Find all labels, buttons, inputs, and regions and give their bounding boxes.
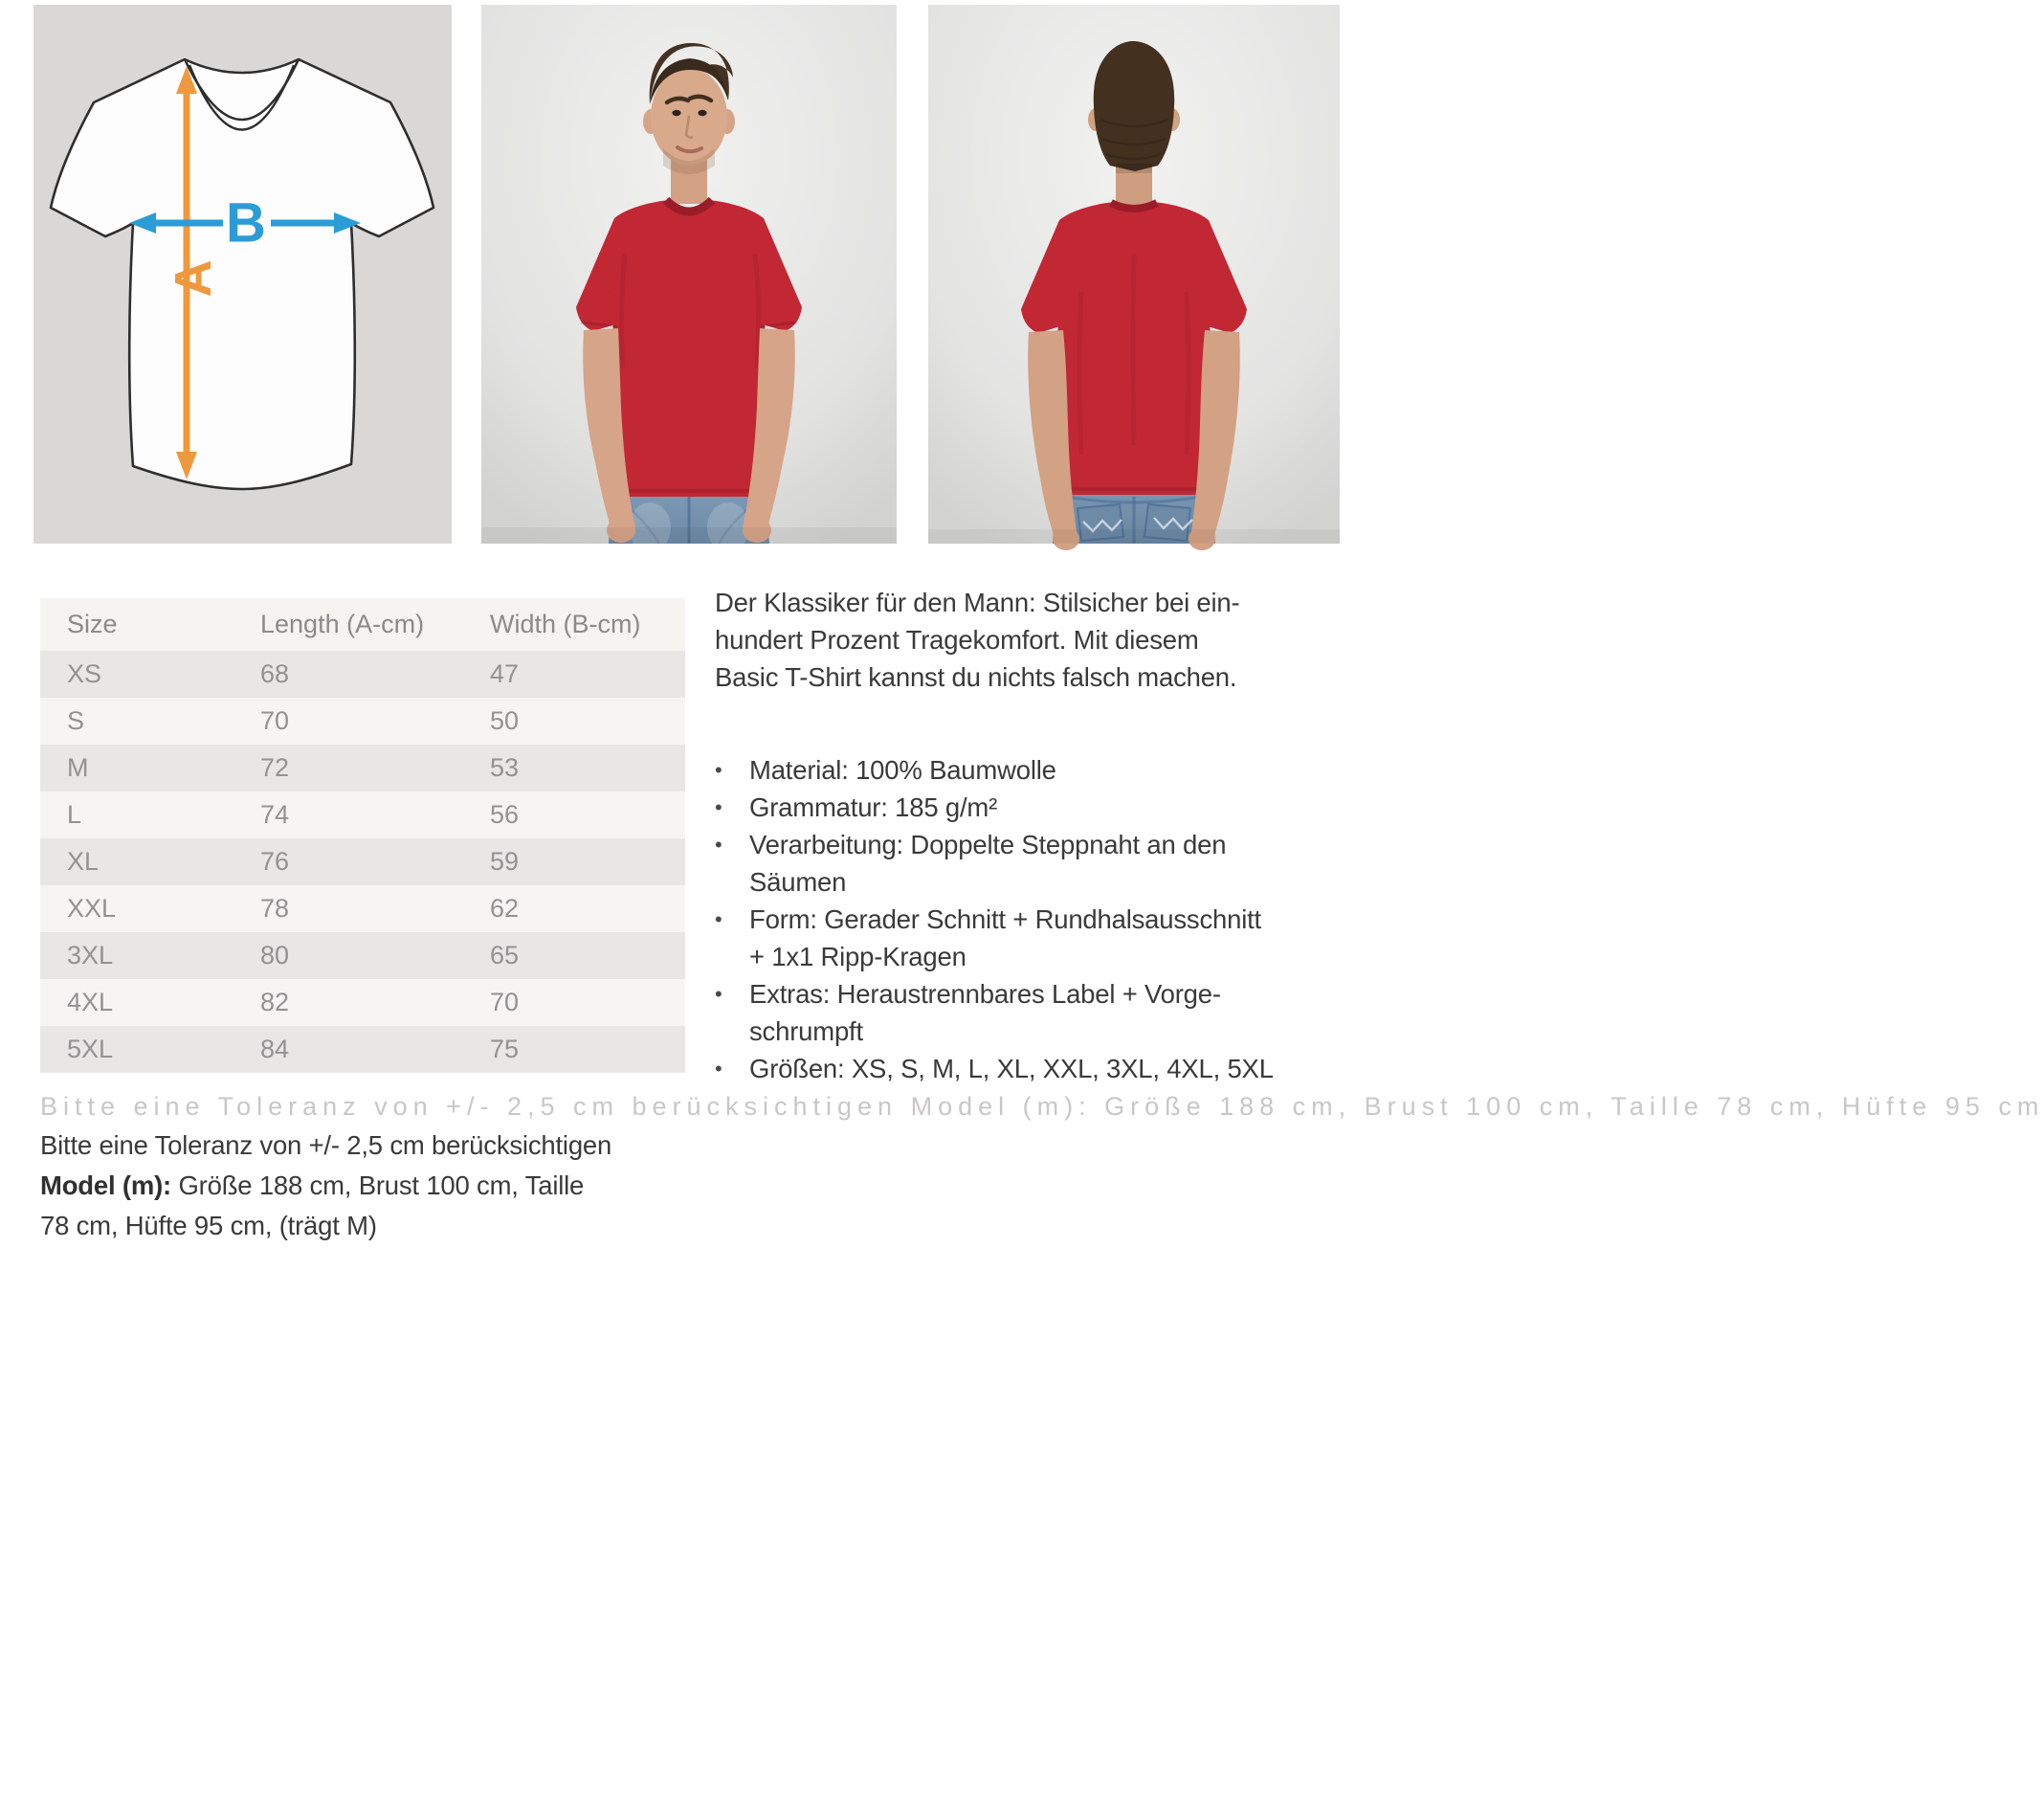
table-cell: 74 (220, 791, 450, 838)
table-cell: S (40, 698, 220, 745)
bullet-line: Größen: XS, S, M, L, XL, XXL, 3XL, 4XL, 5XL (749, 1054, 1274, 1083)
intro-line: Der Klassiker für den Mann: Stilsicher bei ein- (715, 588, 1240, 617)
bullet-item (715, 1050, 1375, 1087)
tshirt-measure-diagram (33, 5, 452, 544)
size-table-header-cell: Length (A-cm) (220, 598, 450, 651)
width-label-b: B (226, 191, 266, 255)
table-cell: 70 (220, 698, 450, 745)
model-photo-back (928, 5, 1340, 544)
table-cell: 72 (220, 745, 450, 791)
table-cell: 53 (450, 745, 685, 791)
intro-line: Basic T-Shirt kannst du nichts falsch machen. (715, 662, 1237, 692)
bullet-line: Verarbeitung: Doppelte Steppnaht an den (749, 830, 1227, 859)
bullet-line: Grammatur: 185 g/m² (749, 792, 998, 822)
bullet-item (715, 751, 1375, 789)
bullet-dot: • (715, 758, 722, 782)
table-cell: 59 (450, 838, 685, 885)
size-table-header-cell: Size (40, 598, 220, 651)
length-label-a: A (165, 259, 222, 298)
table-row (40, 932, 685, 979)
table-cell: 68 (220, 651, 450, 698)
table-cell: L (40, 791, 220, 838)
floor-shadow (928, 529, 1340, 544)
table-cell: 75 (450, 1026, 685, 1073)
bullet-line: Säumen (749, 867, 847, 897)
table-cell: XL (40, 838, 220, 885)
table-cell: 62 (450, 885, 685, 932)
bullet-dot: • (715, 982, 722, 1006)
model-front-illustration (481, 5, 897, 544)
table-row (40, 979, 685, 1026)
table-cell: M (40, 745, 220, 791)
bullet-line: Material: 100% Baumwolle (749, 755, 1056, 785)
table-cell: 82 (220, 979, 450, 1026)
table-cell: XS (40, 651, 220, 698)
size-table-header-cell: Width (B-cm) (450, 598, 685, 651)
size-table-header-row (40, 598, 685, 651)
model-photo-front (481, 5, 897, 544)
table-row (40, 791, 685, 838)
model-back-illustration (928, 5, 1340, 544)
bullet-dot: • (715, 795, 722, 819)
tolerance-note: Bitte eine Toleranz von +/- 2,5 cm berücksichtigen (40, 1130, 612, 1160)
measurement-notes (40, 1125, 672, 1246)
table-cell: 80 (220, 932, 450, 979)
table-cell: 3XL (40, 932, 220, 979)
bullet-line: Form: Gerader Schnitt + Rundhalsausschnitt (749, 904, 1261, 934)
model-info-line2: 78 cm, Hüfte 95 cm, (trägt M) (40, 1211, 377, 1240)
bullet-item (715, 789, 1375, 826)
table-cell: 84 (220, 1026, 450, 1073)
table-row (40, 651, 685, 698)
bullet-item (715, 975, 1375, 1050)
bullet-line: + 1x1 Ripp-Kragen (749, 942, 966, 971)
table-cell: 65 (450, 932, 685, 979)
bullet-dot: • (715, 833, 722, 857)
table-cell: 4XL (40, 979, 220, 1026)
bullet-item (715, 826, 1375, 901)
bullet-dot: • (715, 907, 722, 931)
description-bullet-list (715, 751, 1375, 1087)
table-cell: 76 (220, 838, 450, 885)
table-cell: 5XL (40, 1026, 220, 1073)
table-row (40, 838, 685, 885)
table-cell: 56 (450, 791, 685, 838)
model-measurements: Größe 188 cm, Brust 100 cm, Taille (171, 1170, 585, 1200)
table-cell: 50 (450, 698, 685, 745)
clipped-text: Bitte eine Toleranz von +/- 2,5 cm berücksichtigen Model (m): Größe 188 cm, Brust 100 cm, Taille 78 cm, Hüfte 95 cm (40, 1092, 2044, 1121)
bullet-item (715, 901, 1375, 975)
bullet-dot: • (715, 1057, 722, 1081)
description-intro (715, 584, 1375, 696)
size-diagram-image (33, 5, 452, 544)
table-row (40, 745, 685, 791)
table-cell: 70 (450, 979, 685, 1026)
model-label: Model (m): (40, 1170, 172, 1200)
table-row (40, 698, 685, 745)
size-table (40, 598, 685, 1073)
size-chart (40, 598, 685, 1073)
table-row (40, 1026, 685, 1073)
floor-shadow (481, 527, 897, 544)
table-cell: XXL (40, 885, 220, 932)
product-description (715, 584, 1375, 1087)
bullet-line: schrumpft (749, 1016, 863, 1046)
table-row (40, 885, 685, 932)
table-cell: 78 (220, 885, 450, 932)
intro-line: hundert Prozent Tragekomfort. Mit diesem (715, 625, 1199, 655)
table-cell: 47 (450, 651, 685, 698)
bullet-line: Extras: Heraustrennbares Label + Vorge- (749, 979, 1221, 1009)
model-info-line1 (40, 1166, 672, 1206)
